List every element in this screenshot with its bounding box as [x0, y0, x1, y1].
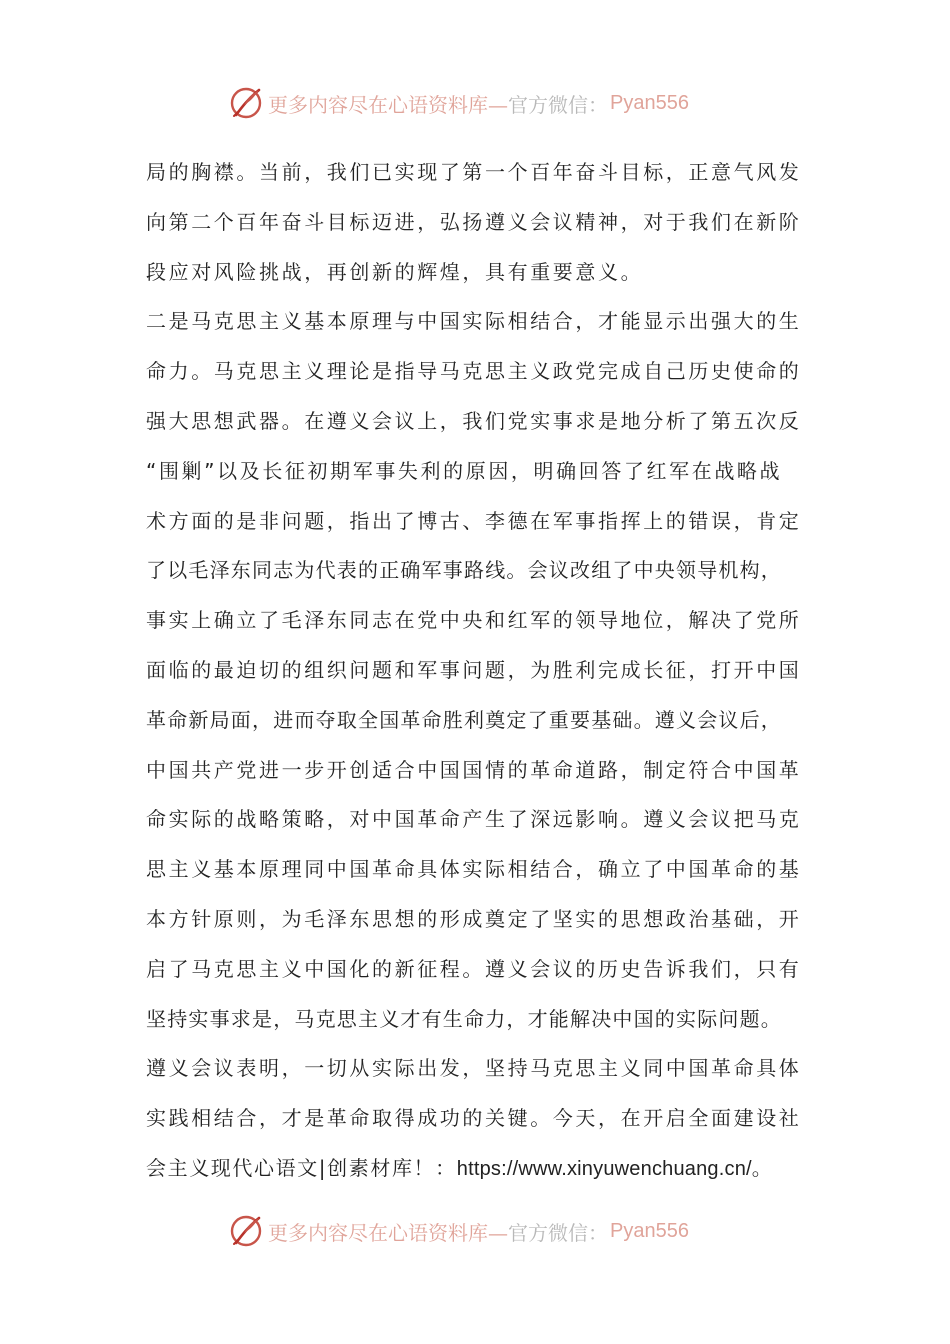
text-line: 命力。马克思主义理论是指导马克思主义政党完成自己历史使命的: [146, 359, 802, 384]
banner-wechat-label: 官方微信：: [508, 92, 608, 117]
text-line: 命实际的战略策略，对中国革命产生了深远影响。遵义会议把马克: [146, 807, 802, 832]
feather-pen-logo: [228, 85, 264, 121]
text-line: 面临的最迫切的组织问题和军事问题，为胜利完成长征，打开中国: [146, 657, 802, 682]
website-link[interactable]: https://www.xinyuwenchuang.cn/: [456, 1157, 752, 1180]
text-line: 向第二个百年奋斗目标迈进，弘扬遵义会议精神，对于我们在新阶: [146, 209, 802, 234]
text-line: 遵义会议表明，一切从实际出发，坚持马克思主义同中国革命具体: [146, 1056, 802, 1081]
text-line: 启了马克思主义中国化的新征程。遵义会议的历史告诉我们，只有: [146, 956, 802, 981]
banner-slogan: 更多内容尽在心语资料库—: [268, 92, 508, 117]
text-line: 实践相结合，才是革命取得成功的关键。今天，在开启全面建设社: [146, 1106, 802, 1131]
banner-wechat-label: 官方微信：: [508, 1220, 608, 1245]
last-line-suffix: 。: [751, 1155, 774, 1180]
text-line: 坚持实事求是，马克思主义才有生命力，才能解决中国的实际问题。: [146, 1006, 782, 1031]
text-line: 二是马克思主义基本原理与中国实际相结合，才能显示出强大的生: [146, 309, 802, 334]
article-body: [146, 148, 826, 1194]
last-line-prefix: 会主义现代心语文|创素材库！：: [146, 1155, 457, 1180]
text-line: 强大思想武器。在遵义会议上，我们党实事求是地分析了第五次反: [146, 408, 802, 433]
text-line: 事实上确立了毛泽东同志在党中央和红军的领导地位，解决了党所: [146, 608, 802, 633]
text-line-last: [146, 1144, 826, 1194]
text-line: 中国共产党进一步开创适合中国国情的革命道路，制定符合中国革: [146, 757, 802, 782]
banner-wechat-id: Pyan556: [610, 1219, 689, 1242]
header-banner: [228, 83, 748, 123]
text-line: 了以毛泽东同志为代表的正确军事路线。会议改组了中央领导机构，: [146, 558, 782, 583]
text-line: “围剿”以及长征初期军事失利的原因，明确回答了红军在战略战: [146, 458, 783, 483]
text-line: 革命新局面，进而夺取全国革命胜利奠定了重要基础。遵义会议后，: [146, 707, 782, 732]
text-line: 术方面的是非问题，指出了博古、李德在军事指挥上的错误，肯定: [146, 508, 802, 533]
text-line: 段应对风险挑战，再创新的辉煌，具有重要意义。: [146, 259, 644, 284]
banner-slogan: 更多内容尽在心语资料库—: [268, 1220, 508, 1245]
text-line: 局的胸襟。当前，我们已实现了第一个百年奋斗目标，正意气风发: [146, 160, 802, 184]
text-line: 本方针原则，为毛泽东思想的形成奠定了坚实的思想政治基础，开: [146, 906, 802, 931]
feather-pen-logo: [228, 1213, 264, 1249]
banner-wechat-id: Pyan556: [610, 91, 689, 114]
text-line: 思主义基本原理同中国革命具体实际相结合，确立了中国革命的基: [146, 857, 802, 882]
footer-banner: [228, 1211, 748, 1251]
